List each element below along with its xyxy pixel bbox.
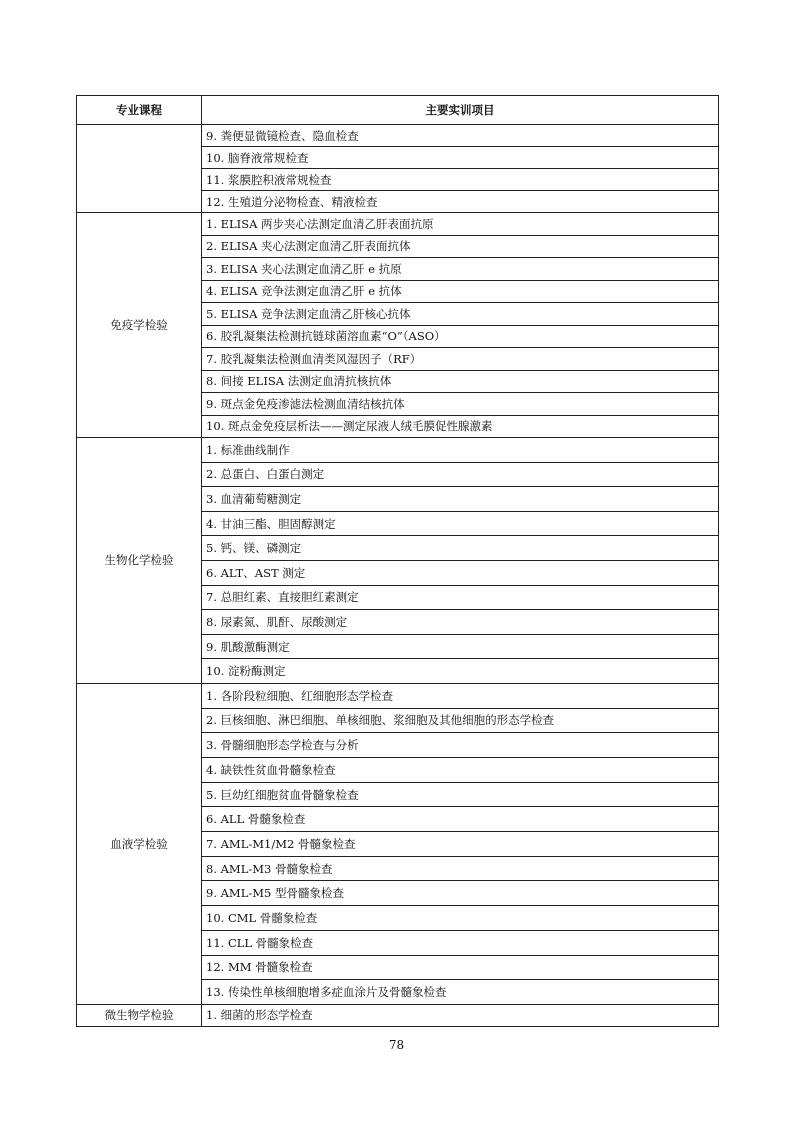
project-item: 8. 间接 ELISA 法测定血清抗核抗体 <box>202 370 719 393</box>
project-item: 4. 缺铁性贫血骨髓象检查 <box>202 758 719 783</box>
table-row <box>77 1004 719 1026</box>
project-item: 9. 斑点金免疫渗滤法检测血清结核抗体 <box>202 393 719 416</box>
course-cell: 生物化学检验 <box>77 438 202 684</box>
project-item: 9. 粪便显微镜检查、隐血检查 <box>202 125 719 147</box>
project-item: 1. 各阶段粒细胞、红细胞形态学检查 <box>202 683 719 708</box>
page-number: 78 <box>388 1038 405 1052</box>
project-item: 7. 总胆红素、直接胆红素测定 <box>202 585 719 610</box>
project-item: 5. 巨幼红细胞贫血骨髓象检查 <box>202 782 719 807</box>
project-item: 4. ELISA 竞争法测定血清乙肝 e 抗体 <box>202 280 719 303</box>
project-item: 8. AML-M3 骨髓象检查 <box>202 856 719 881</box>
project-item: 9. 肌酸激酶测定 <box>202 634 719 659</box>
project-item: 10. CML 骨髓象检查 <box>202 906 719 931</box>
project-item: 6. ALT、AST 测定 <box>202 560 719 585</box>
table-row <box>77 438 719 463</box>
header-projects: 主要实训项目 <box>202 96 719 125</box>
project-item: 5. ELISA 竞争法测定血清乙肝核心抗体 <box>202 303 719 326</box>
project-item: 5. 钙、镁、磷测定 <box>202 536 719 561</box>
table-body <box>77 125 719 1027</box>
table-header-row <box>77 96 719 125</box>
table-row <box>77 125 719 147</box>
course-cell: 免疫学检验 <box>77 213 202 438</box>
project-item: 12. MM 骨髓象检查 <box>202 955 719 980</box>
project-item: 11. 浆膜腔积液常规检查 <box>202 169 719 191</box>
project-item: 12. 生殖道分泌物检查、精液检查 <box>202 191 719 213</box>
course-cell <box>77 125 202 213</box>
project-item: 10. 脑脊液常规检查 <box>202 147 719 169</box>
header-course: 专业课程 <box>77 96 202 125</box>
project-item: 2. ELISA 夹心法测定血清乙肝表面抗体 <box>202 235 719 258</box>
project-item: 2. 总蛋白、白蛋白测定 <box>202 462 719 487</box>
project-item: 3. ELISA 夹心法测定血清乙肝 e 抗原 <box>202 258 719 281</box>
project-item: 10. 淀粉酶测定 <box>202 659 719 684</box>
project-item: 13. 传染性单核细胞增多症血涂片及骨髓象检查 <box>202 980 719 1005</box>
project-item: 1. ELISA 两步夹心法测定血清乙肝表面抗原 <box>202 213 719 236</box>
training-projects-table <box>76 95 719 1027</box>
course-cell: 微生物学检验 <box>77 1004 202 1026</box>
project-item: 2. 巨核细胞、淋巴细胞、单核细胞、浆细胞及其他细胞的形态学检查 <box>202 708 719 733</box>
project-item: 10. 斑点金免疫层析法——测定尿液人绒毛膜促性腺激素 <box>202 415 719 438</box>
project-item: 1. 标准曲线制作 <box>202 438 719 463</box>
project-item: 6. ALL 骨髓象检查 <box>202 807 719 832</box>
project-item: 3. 血清葡萄糖测定 <box>202 487 719 512</box>
project-item: 3. 骨髓细胞形态学检查与分析 <box>202 733 719 758</box>
project-item: 4. 甘油三酯、胆固醇测定 <box>202 511 719 536</box>
project-item: 7. AML-M1/M2 骨髓象检查 <box>202 832 719 857</box>
project-item: 7. 胶乳凝集法检测血清类风湿因子（RF） <box>202 348 719 371</box>
project-item: 11. CLL 骨髓象检查 <box>202 930 719 955</box>
project-item: 1. 细菌的形态学检查 <box>202 1004 719 1026</box>
project-item: 9. AML-M5 型骨髓象检查 <box>202 881 719 906</box>
course-cell: 血液学检验 <box>77 683 202 1004</box>
project-item: 8. 尿素氮、肌酐、尿酸测定 <box>202 610 719 635</box>
table-row <box>77 683 719 708</box>
table-row <box>77 213 719 236</box>
project-item: 6. 胶乳凝集法检测抗链球菌溶血素“O”（ASO） <box>202 325 719 348</box>
